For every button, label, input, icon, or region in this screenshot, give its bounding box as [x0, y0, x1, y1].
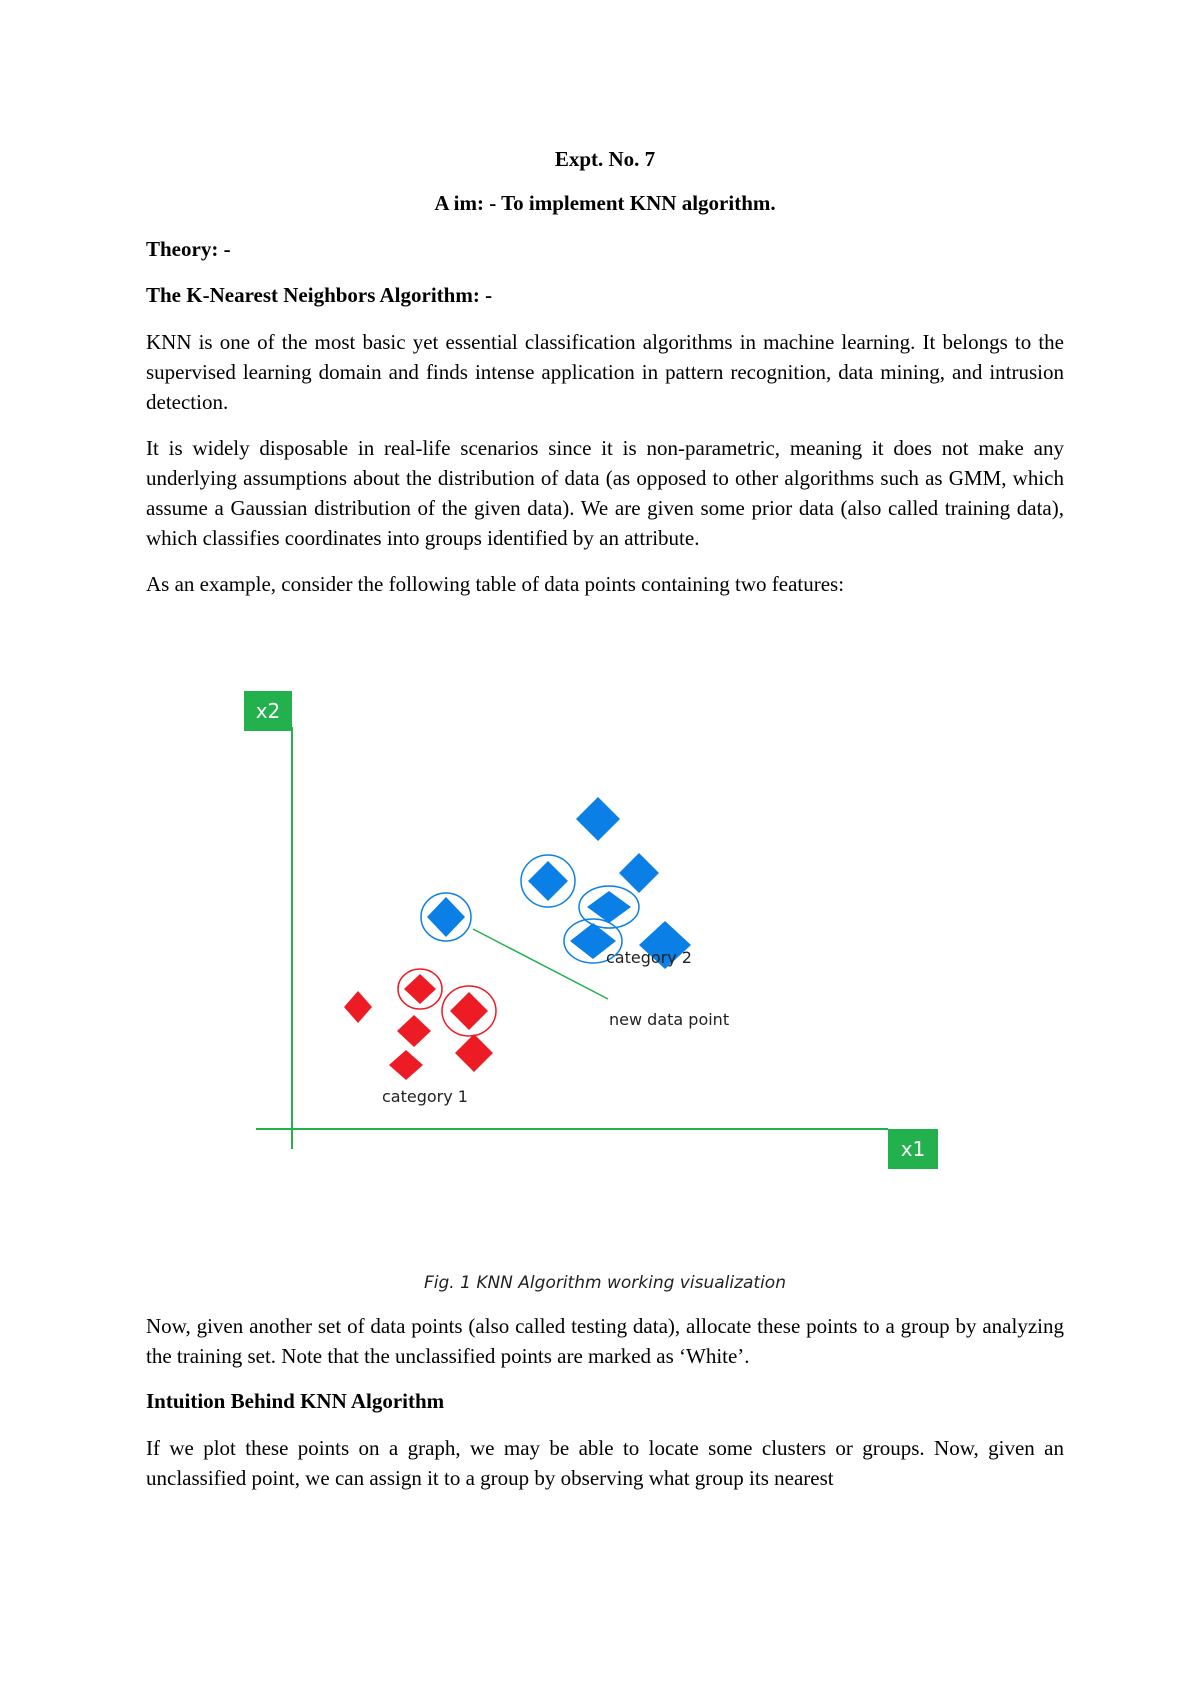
paragraph-1: KNN is one of the most basic yet essential classification algorithms in machine learning. It belongs to the supervised learning domain and finds intense application in pattern recognition, data mining, and intrusion detection.	[146, 330, 1064, 414]
aim-statement: A im: - To implement KNN algorithm.	[434, 191, 776, 215]
experiment-number: Expt. No. 7	[554, 147, 656, 171]
category2-neighbor-point	[528, 861, 568, 901]
paragraph-2: It is widely disposable in real-life scenarios since it is non-parametric, meaning it does not make any underlying assumptions about the distribution of data (as opposed to other algorithms such as GMM, which assume a Gaussian distribution of the given data). We are given some prior data (also called training data), which classifies coordinates into groups identified by an attribute.	[146, 436, 1064, 550]
category1-point	[455, 1034, 493, 1072]
category2-label: category 2	[606, 948, 692, 967]
category1-point	[344, 991, 372, 1023]
category1-label: category 1	[382, 1087, 468, 1106]
intuition-heading: Intuition Behind KNN Algorithm	[146, 1389, 445, 1413]
y-axis-label: x2	[255, 699, 281, 723]
category2-neighbor-point	[587, 891, 631, 923]
knn-heading: The K-Nearest Neighbors Algorithm: -	[146, 283, 493, 307]
paragraph-4: Now, given another set of data points (also called testing data), allocate these points to a group by analyzing the training set. Note that the unclassified points are marked as ‘White’.	[146, 1314, 1064, 1368]
figure-caption: Fig. 1 KNN Algorithm working visualization	[424, 1273, 786, 1293]
category2-point	[576, 797, 620, 841]
category1-neighbor-point	[450, 992, 488, 1030]
paragraph-5: If we plot these points on a graph, we may be able to locate some clusters or groups. Now, given an unclassified point, we can assign it to a group by observing what group its nearest	[146, 1436, 1064, 1490]
category2-point	[619, 853, 659, 893]
new-data-point-label: new data point	[609, 1010, 730, 1029]
document-page	[146, 145, 1064, 1509]
paragraph-3: As an example, consider the following table of data points containing two features:	[146, 572, 845, 596]
category1-point	[397, 1015, 431, 1047]
category1-neighbor-point	[404, 974, 436, 1004]
new-data-point	[427, 897, 465, 937]
knn-diagram	[146, 619, 1064, 1259]
x-axis-label: x1	[900, 1137, 926, 1161]
theory-heading: Theory: -	[146, 237, 231, 261]
category1-point	[389, 1050, 423, 1080]
knn-figure	[146, 619, 1064, 1259]
